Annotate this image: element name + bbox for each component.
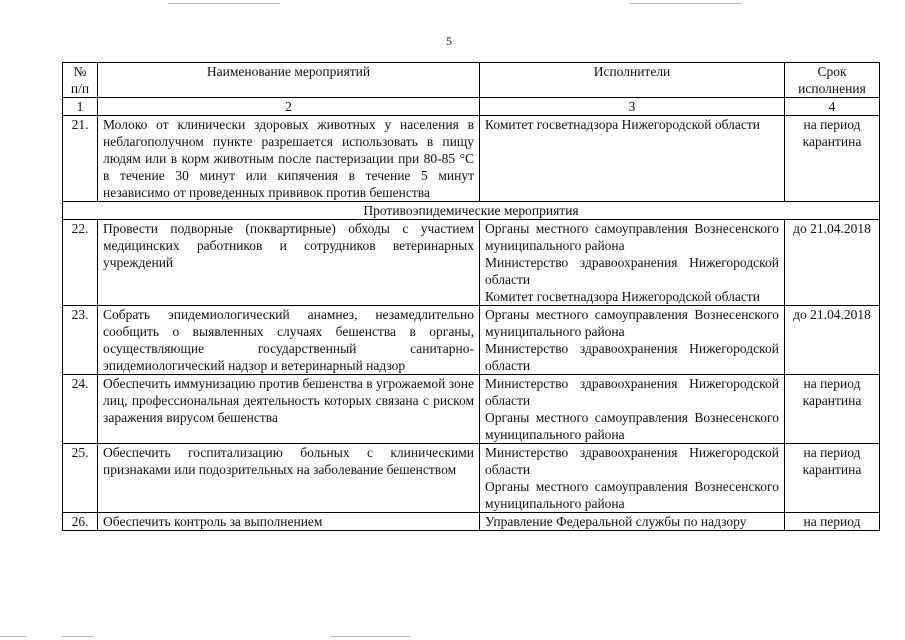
header-measure-name: Наименование мероприятий (98, 63, 480, 98)
executor-entry: Органы местного самоуправления Вознесенского муниципального района (485, 479, 779, 511)
scan-edge-top-right (630, 3, 742, 4)
scan-edge-bottom-left (0, 636, 26, 637)
column-index: 4 (785, 98, 880, 116)
measure-text: Обеспечить иммунизацию против бешенства в угрожаемой зоне лиц, профессиональная деятельность которых связана с риском заражения вирусом бешенства (98, 375, 480, 444)
executor-entry: Органы местного самоуправления Вознесенского муниципального района (485, 221, 779, 253)
deadline-text: на период карантина (785, 444, 880, 513)
deadline-text: на период (785, 513, 880, 531)
table-row (63, 375, 880, 444)
table-header-row (63, 63, 880, 98)
table-row (63, 220, 880, 306)
measure-text: Обеспечить контроль за выполнением (98, 513, 480, 531)
executor-entry: Министерство здравоохранения Нижегородской области (485, 341, 779, 373)
deadline-text: до 21.04.2018 (785, 306, 880, 375)
executor-entry: Управление Федеральной службы по надзору (485, 514, 747, 529)
header-executors: Исполнители (480, 63, 785, 98)
table-row (63, 513, 880, 531)
executor-entry: Органы местного самоуправления Вознесенского муниципального района (485, 410, 779, 442)
executor-entry: Комитет госветнадзора Нижегородской области (485, 117, 760, 132)
section-title: Противоэпидемические мероприятия (63, 202, 880, 220)
deadline-text: на период карантина (785, 116, 880, 202)
row-number: 23. (63, 306, 98, 375)
deadline-text: до 21.04.2018 (785, 220, 880, 306)
measure-text: Молоко от клинически здоровых животных у населения в неблагополучном пункте разрешается использовать в пищу людям или в корм животным после пастеризации при 80-85 °С в течение 30 минут или кипячения в течение 5 минут независимо от проведенных прививок против бешенства (98, 116, 480, 202)
executor-entry: Министерство здравоохранения Нижегородской области (485, 445, 779, 477)
measure-text: Провести подворные (поквартирные) обходы с участием медицинских работников и сотрудников ветеринарных учреждений (98, 220, 480, 306)
table-row (63, 444, 880, 513)
column-index: 2 (98, 98, 480, 116)
executors-cell (480, 513, 785, 531)
executor-entry: Органы местного самоуправления Вознесенского муниципального района (485, 307, 779, 339)
executors-cell (480, 220, 785, 306)
executors-cell (480, 444, 785, 513)
column-index: 1 (63, 98, 98, 116)
executors-cell (480, 116, 785, 202)
section-row (63, 202, 880, 220)
scan-edge-bottom-mid (62, 636, 94, 637)
executors-cell (480, 306, 785, 375)
executors-cell (480, 375, 785, 444)
deadline-text: на период карантина (785, 375, 880, 444)
measure-text: Обеспечить госпитализацию больных с клиническими признаками или подозрительных на заболевание бешенством (98, 444, 480, 513)
scan-edge-bottom-right (330, 636, 410, 637)
row-number: 21. (63, 116, 98, 202)
header-num: № п/п (63, 63, 98, 98)
executor-entry: Министерство здравоохранения Нижегородской области (485, 376, 779, 408)
executor-entry: Комитет госветнадзора Нижегородской области (485, 289, 760, 304)
measure-text: Собрать эпидемиологический анамнез, незамедлительно сообщить о выявленных случаях бешенства в органы, осуществляющие государственный санитарно-эпидемиологический надзор и ветеринарный надзор (98, 306, 480, 375)
executor-entry: Министерство здравоохранения Нижегородской области (485, 255, 779, 287)
scan-edge-top-left (168, 3, 280, 4)
column-index-row (63, 98, 880, 116)
row-number: 26. (63, 513, 98, 531)
page-number: 5 (446, 34, 452, 48)
table-row (63, 306, 880, 375)
row-number: 25. (63, 444, 98, 513)
table-row (63, 116, 880, 202)
column-index: 3 (480, 98, 785, 116)
row-number: 24. (63, 375, 98, 444)
row-number: 22. (63, 220, 98, 306)
measures-table (62, 62, 880, 531)
header-deadline: Срок исполнения (785, 63, 880, 98)
